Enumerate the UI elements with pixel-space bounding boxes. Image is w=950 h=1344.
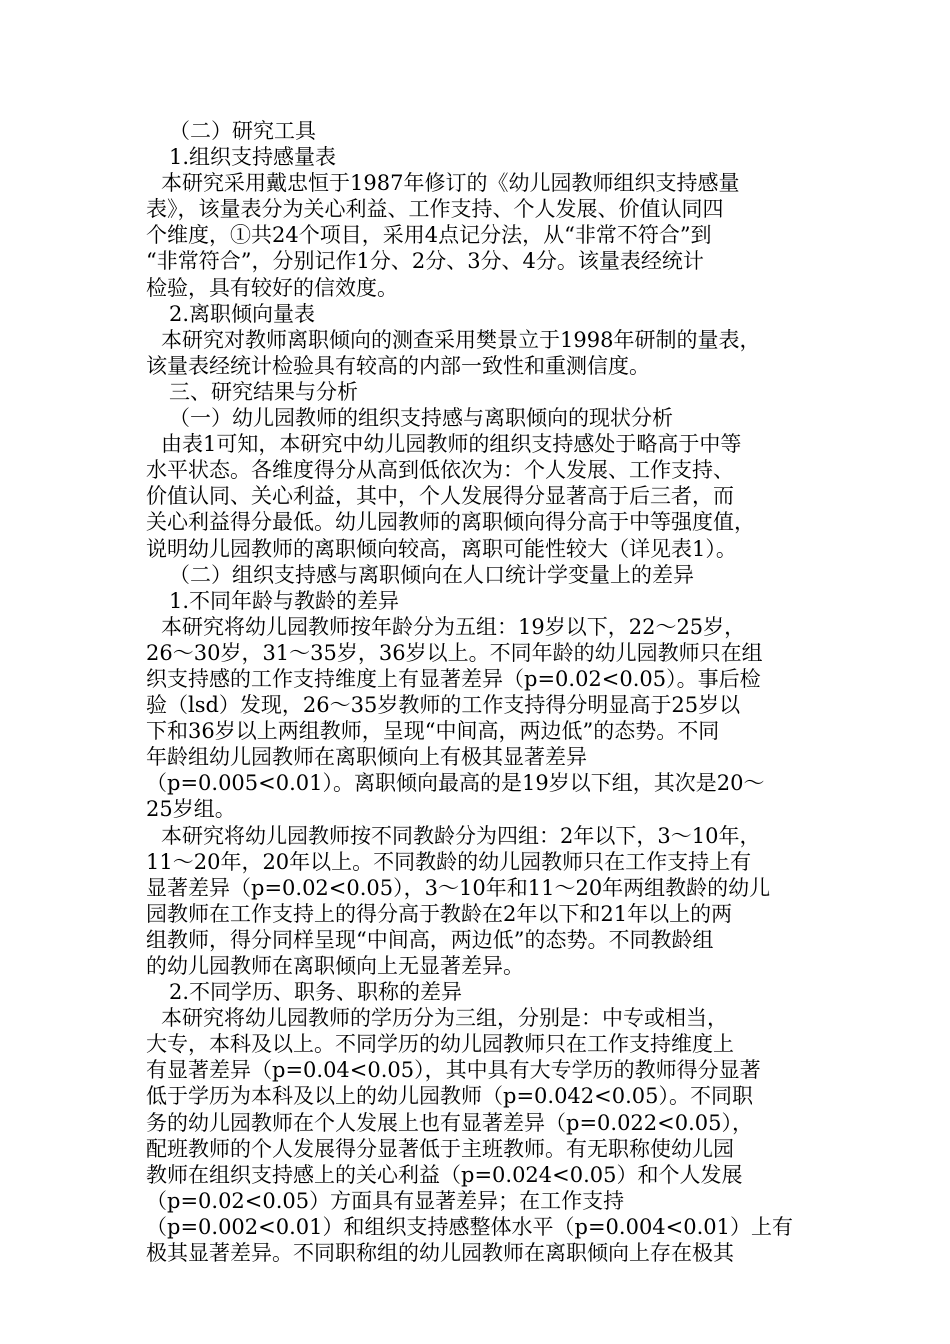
- text-line: （二）研究工具: [169, 119, 316, 143]
- text-line: 本研究将幼儿园教师按年龄分为五组：19岁以下，22～25岁，: [161, 614, 746, 639]
- text-line: 的幼儿园教师在离职倾向上无显著差异。: [146, 954, 524, 978]
- text-line: 有显著差异（p=0.04<0.05），其中具有大专学历的教师得分显著: [146, 1058, 761, 1083]
- text-line: 验（lsd）发现，26～35岁教师的工作支持得分明显高于25岁以: [146, 693, 741, 718]
- text-line: 1.组织支持感量表: [169, 145, 337, 170]
- text-line: 2.离职倾向量表: [169, 301, 316, 326]
- text-line: 水平状态。各维度得分从高到低依次为：个人发展、工作支持、: [146, 458, 734, 483]
- text-line: 本研究采用戴忠恒于1987年修订的《幼儿园教师组织支持感量: [161, 171, 740, 196]
- text-line: 低于学历为本科及以上的幼儿园教师（p=0.042<0.05）。不同职: [146, 1084, 754, 1109]
- text-line: （p=0.002<0.01）和组织支持感整体水平（p=0.004<0.01）上有: [146, 1214, 794, 1239]
- text-line: 个维度，①共24个项目，采用4点记分法，从“非常不符合”到: [146, 223, 712, 248]
- text-line: 2.不同学历、职务、职称的差异: [169, 980, 463, 1005]
- text-line: 26～30岁，31～35岁，36岁以上。不同年龄的幼儿园教师只在组: [146, 640, 763, 665]
- text-line: 由表1可知，本研究中幼儿园教师的组织支持感处于略高于中等: [161, 432, 742, 457]
- text-line: 本研究对教师离职倾向的测查采用樊景立于1998年研制的量表，: [161, 327, 761, 352]
- text-line: 三、研究结果与分析: [169, 379, 358, 404]
- text-line: 极其显著差异。不同职称组的幼儿园教师在离职倾向上存在极其: [146, 1241, 734, 1266]
- text-line: 教师在组织支持感上的关心利益（p=0.024<0.05）和个人发展: [146, 1162, 743, 1187]
- text-line: “非常符合”，分别记作1分、2分、3分、4分。该量表经统计: [146, 249, 704, 274]
- text-line: 本研究将幼儿园教师的学历分为三组，分别是：中专或相当，: [161, 1006, 728, 1031]
- text-line: （二）组织支持感与离职倾向在人口统计学变量上的差异: [169, 562, 694, 587]
- text-line: 表》，该量表分为关心利益、工作支持、个人发展、价值认同四: [146, 197, 724, 222]
- text-line: 年龄组幼儿园教师在离职倾向上有极其显著差异: [146, 745, 587, 770]
- text-line: （p=0.02<0.05）方面具有显著差异；在工作支持: [146, 1188, 625, 1213]
- text-line: 说明幼儿园教师的离职倾向较高，离职可能性较大（详见表1）。: [146, 536, 737, 561]
- text-line: （一）幼儿园教师的组织支持感与离职倾向的现状分析: [169, 406, 673, 431]
- text-line: （p=0.005<0.01）。离职倾向最高的是19岁以下组，其次是20～: [146, 771, 765, 796]
- text-line: 检验，具有较好的信效度。: [146, 275, 398, 300]
- text-line: 务的幼儿园教师在个人发展上也有显著差异（p=0.022<0.05），: [146, 1110, 754, 1135]
- text-line: 显著差异（p=0.02<0.05），3～10年和11～20年两组教龄的幼儿: [146, 875, 771, 900]
- text-line: 本研究将幼儿园教师按不同教龄分为四组：2年以下，3～10年，: [161, 823, 761, 848]
- text-line: 园教师在工作支持上的得分高于教龄在2年以下和21年以上的两: [146, 901, 733, 926]
- text-line: 25岁组。: [146, 797, 236, 822]
- text-line: 大专，本科及以上。不同学历的幼儿园教师只在工作支持维度上: [146, 1032, 734, 1057]
- text-line: 下和36岁以上两组教师，呈现“中间高，两边低”的态势。不同: [146, 719, 720, 744]
- text-line: 组教师，得分同样呈现“中间高，两边低”的态势。不同教龄组: [146, 927, 714, 952]
- document-body-text: [146, 118, 816, 1266]
- text-line: 价值认同、关心利益，其中，个人发展得分显著高于后三者，而: [146, 484, 734, 509]
- text-line: 1.不同年龄与教龄的差异: [169, 588, 400, 613]
- text-line: 织支持感的工作支持维度上有显著差异（p=0.02<0.05）。事后检: [146, 666, 761, 691]
- text-line: 11～20年，20年以上。不同教龄的幼儿园教师只在工作支持上有: [146, 849, 752, 874]
- text-line: 关心利益得分最低。幼儿园教师的离职倾向得分高于中等强度值，: [146, 510, 755, 535]
- text-line: 配班教师的个人发展得分显著低于主班教师。有无职称使幼儿园: [146, 1136, 734, 1161]
- text-line: 该量表经统计检验具有较高的内部一致性和重测信度。: [146, 353, 650, 378]
